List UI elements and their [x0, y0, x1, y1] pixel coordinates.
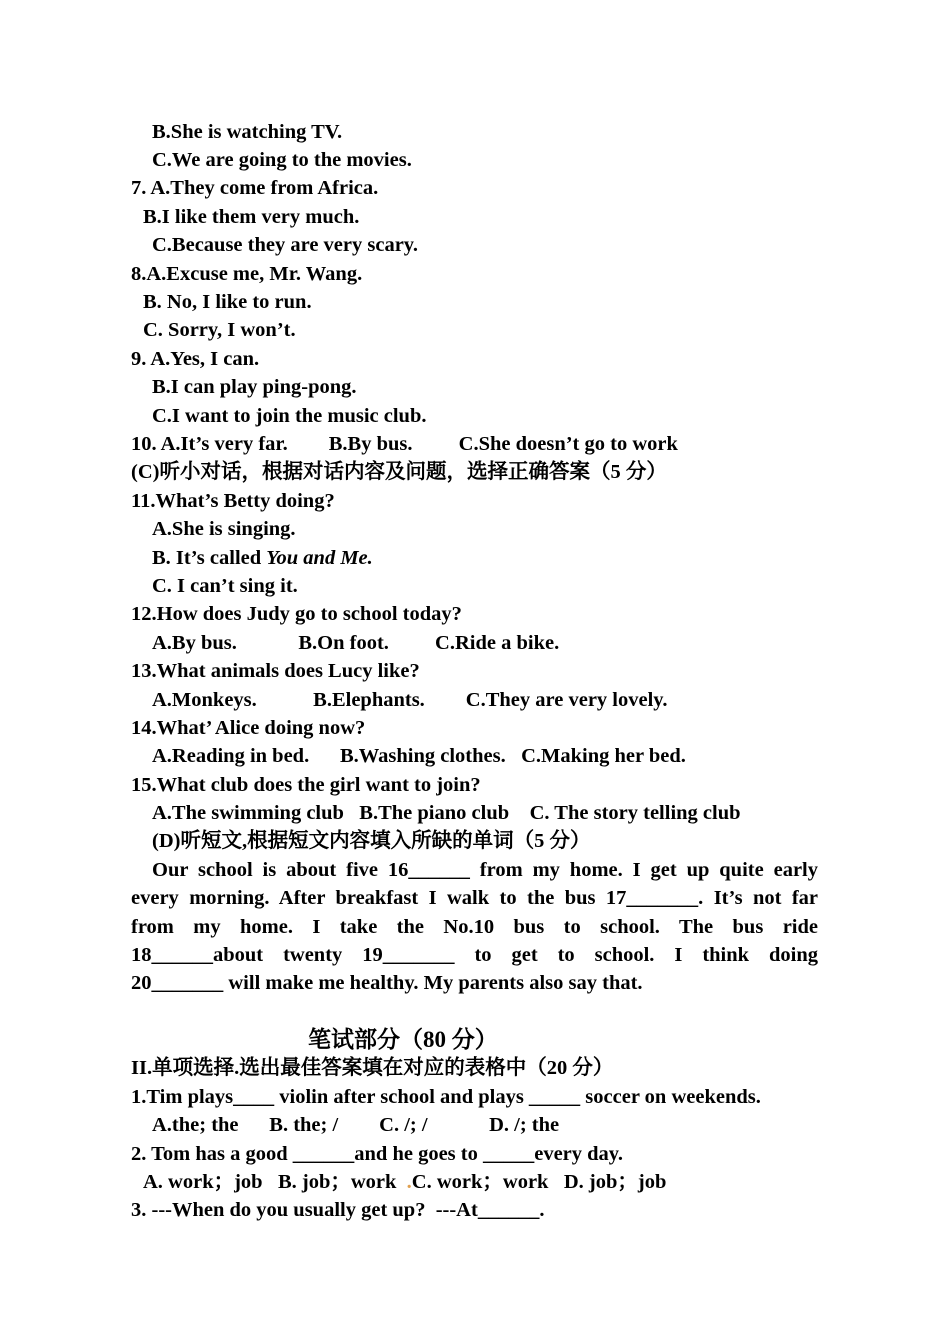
option-line: A.By bus. B.On foot. C.Ride a bike. — [152, 632, 560, 654]
question-line: 3. ---When do you usually get up? ---At______. — [131, 1199, 545, 1221]
question-line: 11.What’s Betty doing? — [131, 490, 335, 512]
passage-line: Our school is about five 16______ from my home. I get up quite early — [152, 859, 818, 881]
passage-line: 20_______ will make me healthy. My parents also say that. — [131, 972, 643, 994]
section-heading: (C)听小对话，根据对话内容及问题，选择正确答案（5 分） — [131, 461, 667, 483]
part-title: 笔试部分（80 分） — [308, 1027, 498, 1052]
option-text: C. work；work D. job；job — [411, 1171, 667, 1193]
option-line: C.We are going to the movies. — [152, 149, 412, 171]
option-line: B.She is watching TV. — [152, 121, 343, 143]
question-line: 15.What club does the girl want to join? — [131, 774, 481, 796]
option-line: B.I like them very much. — [143, 206, 360, 228]
question-line: 8.A.Excuse me, Mr. Wang. — [131, 263, 363, 285]
option-line: A.the; the B. the; / C. /; / D. /; the — [152, 1114, 560, 1136]
option-line: B. No, I like to run. — [143, 291, 312, 313]
option-line: A.Reading in bed. B.Washing clothes. C.Making her bed. — [152, 745, 686, 767]
section-heading: (D)听短文,根据短文内容填入所缺的单词（5 分） — [152, 830, 591, 852]
option-line: A.She is singing. — [152, 518, 296, 540]
option-italic-title: You and Me. — [266, 547, 373, 569]
passage-line: 18______about twenty 19_______ to get to school. I think doing — [131, 944, 818, 966]
stray-dot: . — [406, 1171, 412, 1193]
section-heading: II.单项选择.选出最佳答案填在对应的表格中（20 分） — [131, 1057, 614, 1079]
option-line — [152, 544, 373, 572]
option-line: A.Monkeys. B.Elephants. C.They are very lovely. — [152, 689, 668, 711]
option-line: C. I can’t sing it. — [152, 575, 298, 597]
question-line: 14.What’ Alice doing now? — [131, 717, 366, 739]
question-line: 9. A.Yes, I can. — [131, 348, 260, 370]
option-line: A.The swimming club B.The piano club C. The story telling club — [152, 802, 741, 824]
question-line: 7. A.They come from Africa. — [131, 177, 379, 199]
passage-line: every morning. After breakfast I walk to the bus 17_______. It’s not far — [131, 887, 818, 909]
question-line: 13.What animals does Lucy like? — [131, 660, 420, 682]
option-line: C.I want to join the music club. — [152, 405, 427, 427]
option-text: A. work；job B. job；work — [143, 1171, 407, 1193]
option-line — [143, 1168, 666, 1196]
option-text: B. It’s called — [152, 547, 267, 569]
question-line: 10. A.It’s very far. B.By bus. C.She doesn’t go to work — [131, 433, 678, 455]
question-line: 1.Tim plays____ violin after school and plays _____ soccer on weekends. — [131, 1086, 761, 1108]
option-line: B.I can play ping-pong. — [152, 376, 357, 398]
option-line: C. Sorry, I won’t. — [143, 319, 296, 341]
passage-line: from my home. I take the No.10 bus to school. The bus ride — [131, 916, 818, 938]
question-line: 2. Tom has a good ______and he goes to _____every day. — [131, 1143, 624, 1165]
option-line: C.Because they are very scary. — [152, 234, 419, 256]
question-line: 12.How does Judy go to school today? — [131, 603, 462, 625]
